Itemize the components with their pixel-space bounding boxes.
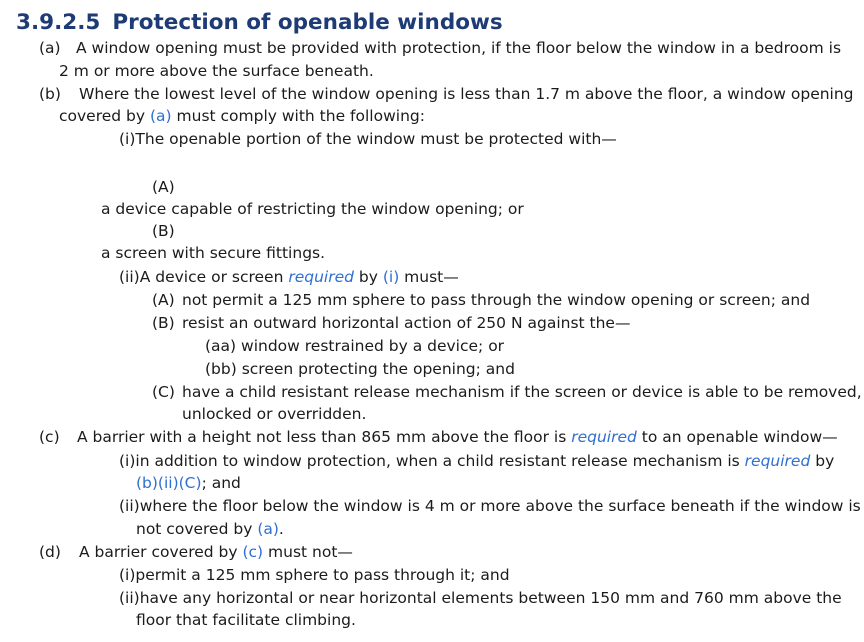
clause-label: (b) (39, 85, 61, 103)
item-label: (C) (152, 383, 175, 401)
cross-reference-link[interactable]: (a) (150, 107, 172, 125)
text: ; and (201, 474, 241, 492)
clause-text: A window opening must be provided with protection, if the floor below the window in a bedroom is (76, 39, 842, 57)
subclause-d-i (119, 564, 510, 586)
text: not covered by (136, 520, 258, 538)
item-label: (A) (152, 291, 175, 309)
cross-reference-link[interactable]: (i) (382, 268, 400, 286)
item-B-label: (B) (152, 222, 175, 240)
item-ii-A (152, 289, 810, 311)
text: must— (399, 268, 459, 286)
subclause-c-i-continuation (136, 472, 241, 494)
text: A device or screen (139, 268, 289, 286)
item-A-text: a device capable of restricting the window opening; or (101, 200, 524, 218)
clause-text: must not— (263, 543, 353, 561)
subclause-label: (i) (119, 452, 136, 470)
clause-text: A barrier covered by (79, 543, 243, 561)
subclause-text: have any horizontal or near horizontal elements between 150 mm and 760 mm above the (139, 589, 842, 607)
clause-a (39, 37, 841, 59)
subclause-label: (i) (119, 130, 136, 148)
text: . (278, 520, 284, 538)
subclause-text: permit a 125 mm sphere to pass through it; and (135, 566, 510, 584)
item-text: have a child resistant release mechanism if the screen or device is able to be removed, (182, 383, 862, 401)
text: must comply with the following: (171, 107, 425, 125)
item-bb: (bb) screen protecting the opening; and (205, 360, 515, 378)
item-A-label: (A) (152, 178, 175, 196)
item-label: (B) (152, 314, 175, 332)
subclause-label: (ii) (119, 268, 140, 286)
clause-label: (d) (39, 543, 61, 561)
subclause-d-ii-continuation: floor that facilitate climbing. (136, 611, 356, 629)
clause-c (39, 426, 838, 448)
clause-text: Where the lowest level of the window opening is less than 1.7 m above the floor, a window opening (79, 85, 854, 103)
clause-text: A barrier with a height not less than 865 mm above the floor is (77, 428, 572, 446)
cross-reference-link[interactable]: (a) (257, 520, 279, 538)
clause-b-continuation (59, 105, 425, 127)
item-text: not permit a 125 mm sphere to pass through the window opening or screen; and (182, 291, 811, 309)
section-title: Protection of openable windows (112, 10, 503, 35)
subclause-c-ii-continuation (136, 518, 284, 540)
subclause-label: (i) (119, 566, 136, 584)
item-ii-C (152, 381, 862, 403)
subclause-label: (ii) (119, 497, 140, 515)
clause-b (39, 83, 854, 105)
clause-label: (a) (39, 39, 61, 57)
subclause-b-ii (119, 266, 459, 288)
clause-label: (c) (39, 428, 60, 446)
text: by (353, 268, 383, 286)
item-text: resist an outward horizontal action of 250 N against the— (182, 314, 631, 332)
cross-reference-link[interactable]: (b)(ii)(C) (136, 474, 202, 492)
subclause-c-ii (119, 495, 861, 517)
clause-text: to an openable window— (636, 428, 838, 446)
subclause-text: The openable portion of the window must be protected with— (135, 130, 617, 148)
subclause-d-ii (119, 587, 842, 609)
section-heading (16, 8, 503, 38)
cross-reference-link[interactable]: (c) (242, 543, 264, 561)
clause-d (39, 541, 353, 563)
item-ii-C-continuation: unlocked or overridden. (182, 405, 367, 423)
subclause-b-i (119, 128, 617, 150)
subclause-label: (ii) (119, 589, 140, 607)
subclause-text: in addition to window protection, when a child resistant release mechanism is (135, 452, 745, 470)
item-aa: (aa) window restrained by a device; or (205, 337, 505, 355)
item-ii-B (152, 312, 630, 334)
text: covered by (59, 107, 150, 125)
defined-term-link[interactable]: required (571, 428, 637, 446)
item-B-text: a screen with secure fittings. (101, 244, 326, 262)
section-number: 3.9.2.5 (16, 10, 101, 35)
subclause-text: where the floor below the window is 4 m or more above the surface beneath if the window is (139, 497, 861, 515)
subclause-text: by (810, 452, 835, 470)
clause-a-continuation: 2 m or more above the surface beneath. (59, 62, 374, 80)
defined-term-link[interactable]: required (744, 452, 811, 470)
defined-term-link[interactable]: required (288, 268, 354, 286)
subclause-c-i (119, 450, 834, 472)
